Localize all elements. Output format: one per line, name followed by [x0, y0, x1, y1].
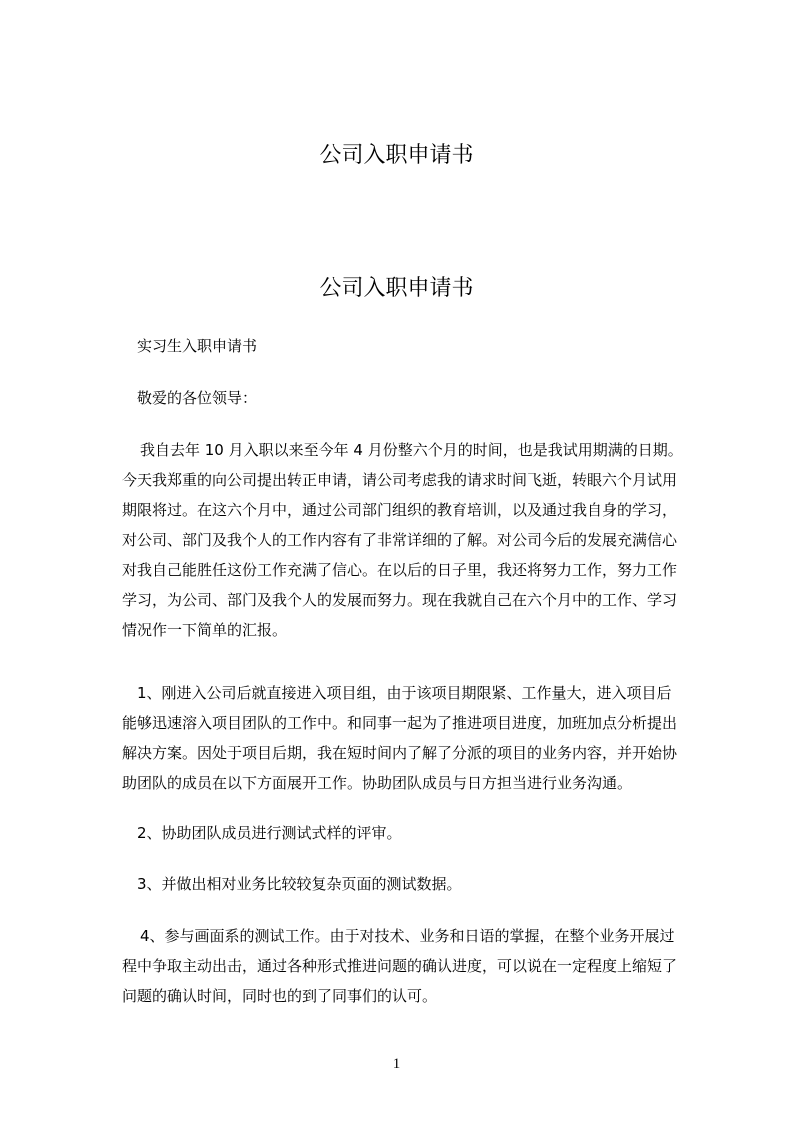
- paragraph-1-line-4: 对公司、部门及我个人的工作内容有了非常详细的了解。对公司今后的发展充满信心: [122, 531, 678, 549]
- paragraph-5-line-1: 4、参与画面系的测试工作。由于对技术、业务和日语的掌握，在整个业务开展过: [140, 927, 675, 945]
- paragraph-2-line-2: 能够迅速溶入项目团队的工作中。和同事一起为了推进项目进度，加班加点分析提出: [122, 714, 678, 732]
- paragraph-3-line-1: 2、协助团队成员进行测试式样的评审。: [137, 824, 402, 842]
- paragraph-1-line-6: 学习，为公司、部门及我个人的发展而努力。现在我就自己在六个月中的工作、学习: [122, 591, 678, 609]
- main-title: 公司入职申请书: [319, 276, 474, 301]
- paragraph-5-line-3: 问题的确认时间，同时也的到了同事们的认可。: [122, 987, 438, 1005]
- paragraph-5-line-2: 程中争取主动出击，通过各种形式推进问题的确认进度，可以说在一定程度上缩短了: [122, 957, 678, 975]
- paragraph-1-line-3: 期限将过。在这六个月中，通过公司部门组织的教育培训，以及通过我自身的学习，: [122, 501, 678, 519]
- paragraph-4-line-1: 3、并做出相对业务比较较复杂页面的测试数据。: [137, 875, 462, 893]
- paragraph-1-line-1: 我自去年 10 月入职以来至今年 4 月份整六个月的时间，也是我试用期满的日期。: [140, 441, 683, 459]
- salutation: 敬爱的各位领导：: [137, 389, 258, 407]
- subtitle: 实习生入职申请书: [137, 337, 258, 355]
- page-number: 1: [392, 1056, 401, 1072]
- paragraph-1-line-2: 今天我郑重的向公司提出转正申请，请公司考虑我的请求时间飞逝，转眼六个月试用: [122, 471, 678, 489]
- paragraph-2-line-4: 助团队的成员在以下方面展开工作。协助团队成员与日方担当进行业务沟通。: [122, 774, 633, 792]
- paragraph-2-line-3: 解决方案。因处于项目后期，我在短时间内了解了分派的项目的业务内容，并开始协: [122, 744, 678, 762]
- paragraph-1-line-7: 情况作一下简单的汇报。: [122, 621, 288, 639]
- paragraph-1-line-5: 对我自己能胜任这份工作充满了信心。在以后的日子里，我还将努力工作，努力工作: [122, 561, 678, 579]
- paragraph-2-line-1: 1、刚进入公司后就直接进入项目组，由于该项目期限紧、工作量大，进入项目后: [137, 684, 672, 702]
- header-title: 公司入职申请书: [319, 143, 474, 168]
